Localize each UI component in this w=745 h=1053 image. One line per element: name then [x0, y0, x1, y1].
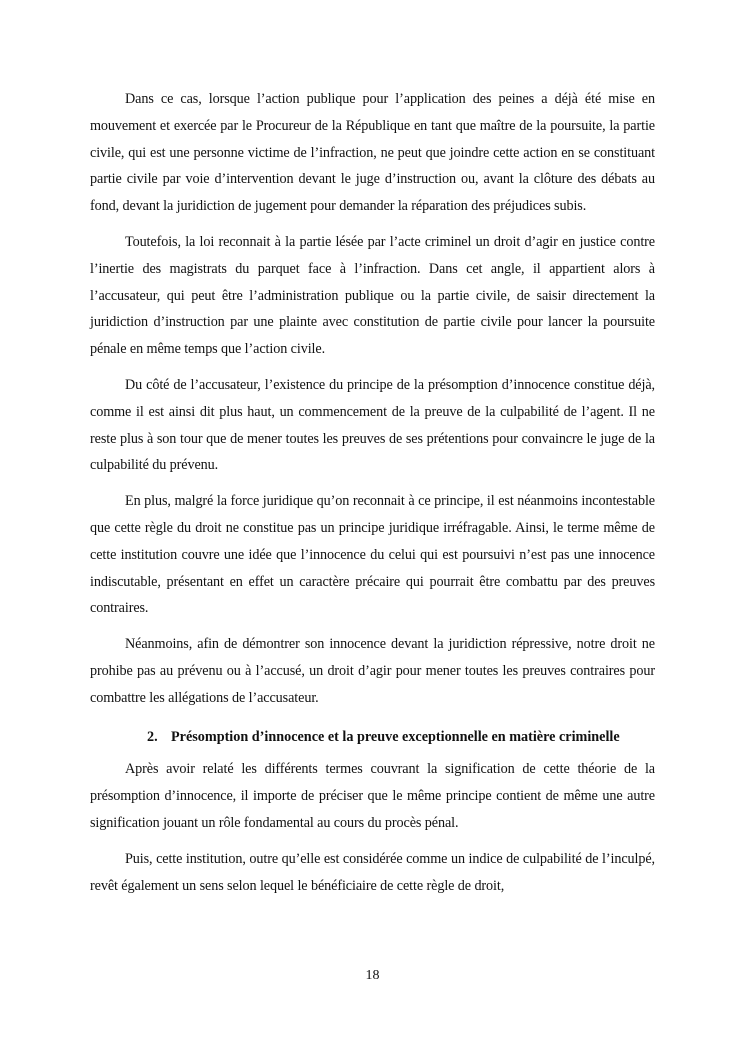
- section-number: 2.: [147, 728, 158, 745]
- paragraph: Dans ce cas, lorsque l’action publique pour l’application des peines a déjà été mise en mouvement et exercée par le Procureur de la République en tant que maître de la poursuite, la partie civile, qui est une personne victime de l’infraction, ne peut que joindre cette action en se constituant partie civile par voie d’intervention devant le juge d’instruction ou, avant la clôture des débats au fond, devant la juridiction de jugement pour demander la réparation des préjudices subis.: [90, 91, 655, 215]
- paragraph: Puis, cette institution, outre qu’elle est considérée comme un indice de culpabilité de l’inculpé, revêt également un sens selon lequel le bénéficiaire de cette règle de droit,: [90, 850, 655, 894]
- paragraph: En plus, malgré la force juridique qu’on reconnait à ce principe, il est néanmoins incontestable que cette règle du droit ne constitue pas un principe juridique irréfragable. Ainsi, le terme même de cette institution couvre une idée que l’innocence du celui qui est poursuivi n’est pas une innocence indiscutable, présentant en effet un caractère précaire qui pourrait être combattu par des preuves contraires.: [90, 493, 655, 617]
- paragraph: Du côté de l’accusateur, l’existence du principe de la présomption d’innocence constitue déjà, comme il est ainsi dit plus haut, un commencement de la preuve de la culpabilité de l’agent. Il ne reste plus à son tour que de mener toutes les preuves de ses prétentions pour convaincre le juge de la culpabilité du prévenu.: [90, 376, 655, 474]
- paragraph: Néanmoins, afin de démontrer son innocence devant la juridiction répressive, notre droit ne prohibe pas au prévenu ou à l’accusé, un droit d’agir pour mener toutes les preuves contraires pour combattre les allégations de l’accusateur.: [90, 636, 655, 706]
- paragraph: Après avoir relaté les différents termes couvrant la signification de cette théorie de la présomption d’innocence, il importe de préciser que le même principe contient de même une autre signification jouant un rôle fondamental au cours du procès pénal.: [90, 761, 655, 831]
- section-heading: [90, 724, 655, 751]
- section-title: Présomption d’innocence et la preuve exceptionnelle en matière criminelle: [171, 728, 620, 745]
- paragraph: Toutefois, la loi reconnait à la partie lésée par l’acte criminel un droit d’agir en justice contre l’inertie des magistrats du parquet face à l’infraction. Dans cet angle, il appartient alors à l’accusateur, qui peut être l’administration publique ou la partie civile, de saisir directement la juridiction d’instruction par une plainte avec constitution de partie civile pour lancer la poursuite pénale en même temps que l’action civile.: [90, 233, 655, 358]
- document-body: [90, 86, 655, 899]
- page-number: 18: [365, 968, 380, 983]
